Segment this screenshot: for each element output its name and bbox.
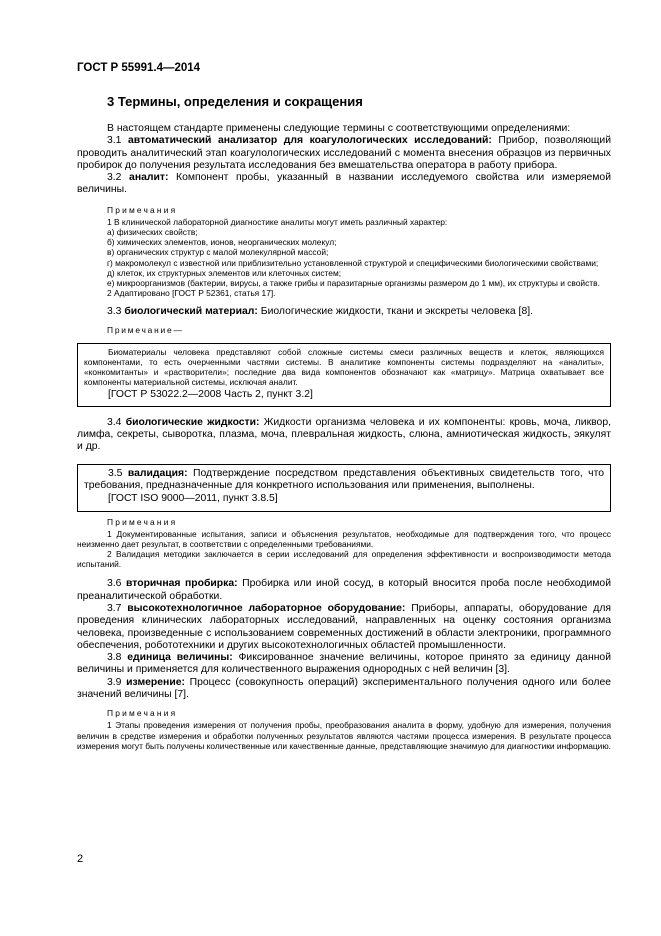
page-number: 2: [77, 853, 84, 865]
term-3-2: [77, 172, 611, 197]
term-number: 3.2: [107, 172, 122, 184]
note-item: 2 Адаптировано [ГОСТ Р 52361, статья 17].: [107, 288, 276, 299]
notes-heading: Примечания: [107, 204, 178, 215]
boxed-note: [77, 343, 611, 407]
note-item: 1 Этапы проведения измерения от получения пробы, преобразования аналита в форму, удобную для измерения, получения величин в средстве измерения и обработки полученных результатов являются частями процесса измерения. В результате процесса измерения могут быть получены количественные или качественные данные, представляющие значимую для диагностики информацию.: [77, 720, 611, 751]
term-3-9: [77, 677, 611, 702]
term-3-7: [77, 603, 611, 652]
term-definition: Фиксированное значение величины, которое принято за единицу данной величины и применяется для количественного выражения однородных с ней величин [3].: [77, 652, 612, 676]
note-item: 1 Документированные испытания, записи и объяснения результатов, необходимые для подтверждения того, что процесс неизменно дает результат, в соответствии с определенными требованиями.: [77, 528, 611, 549]
note-item: 2 Валидация методики заключается в серии исследований для определения эффективности и воспроизводимости метода испытаний.: [77, 549, 611, 570]
term-name: автоматический анализатор для коагулологических исследований:: [128, 135, 492, 147]
notes-heading: Примечания: [107, 516, 178, 527]
term-number: 3.5: [108, 467, 123, 479]
term-name: валидация:: [127, 467, 188, 479]
term-definition: Процесс (совокупность операций) экспериментального получения одного или более значений величины [7].: [77, 676, 612, 701]
term-definition: Жидкости организма человека и их компоненты: кровь, моча, ликвор, лимфа, секреты, сыворотка, плазма, моча, плевральная жидкость, слюна, амниотическая жидкость, эякулят и др.: [77, 416, 612, 453]
term-number: 3.3: [107, 306, 122, 318]
note-item: е) микроорганизмов (бактерии, вирусы, а также грибы и паразитарные организмы размером до 1 мм), их структуры и свойств.: [107, 278, 600, 288]
boxed-term-3-5: [77, 464, 611, 512]
term-definition: Пробирка или иной сосуд, в который вносится проба после необходимой преаналитической обработки.: [77, 578, 612, 602]
term-3-6: [77, 578, 611, 603]
term-3-4: [77, 417, 611, 454]
term-number: 3.9: [107, 676, 122, 688]
term-number: 3.7: [107, 603, 122, 614]
section-title: 3 Термины, определения и сокращения: [107, 94, 363, 109]
note-item: б) химических элементов, ионов, неорганических молекул;: [107, 237, 337, 248]
term-reference: [ГОСТ ISO 9000—2011, пункт 3.8.5]: [108, 493, 278, 505]
note-heading: Примечание—: [107, 324, 184, 335]
intro-paragraph: В настоящем стандарте применены следующие термины с соответствующими определениями:: [107, 123, 571, 134]
term-name: аналит:: [129, 172, 169, 184]
term-number: 3.8: [107, 652, 122, 664]
note-item: д) клеток, их структурных элементов или клеточных систем;: [107, 267, 342, 278]
term-3-1: [77, 135, 611, 172]
term-name: измерение:: [126, 676, 185, 688]
term-name: вторичная пробирка:: [126, 578, 238, 590]
term-number: 3.6: [107, 578, 122, 590]
term-3-5: [84, 468, 604, 493]
term-name: высокотехнологичное лабораторное оборудование:: [127, 603, 406, 614]
boxed-note-text: Биоматериалы человека представляют собой сложные системы смеси различных веществ и клеток, являющихся компонентами, то есть очерченными частями системы. В аналитике компоненты системы подразделяют на «аналиты», «конкомитанты» и «растворители»; последние два вида компонентов обозначают как «матрицу». Матрица охватывает все компоненты материальной системы, исключая аналит.: [84, 346, 604, 388]
term-3-8: [77, 652, 611, 677]
standard-designation: ГОСТ Р 55991.4—2014: [77, 62, 201, 74]
term-name: биологический материал:: [124, 306, 258, 318]
term-name: биологические жидкости:: [125, 416, 260, 428]
term-3-3: [77, 306, 611, 318]
term-name: единица величины:: [127, 652, 233, 664]
boxed-note-reference: [ГОСТ Р 53022.2—2008 Часть 2, пункт 3.2]: [108, 388, 313, 400]
note-item: а) физических свойств;: [107, 226, 198, 237]
notes-heading: Примечания: [107, 708, 178, 719]
note-item: г) макромолекул с известной или приблизительно установленной структурой и специфическими биологическими свойствами;: [107, 257, 599, 268]
term-definition: Прибор, позволяющий проводить аналитический этап коагулологических исследований с момента внесения образцов из первичных пробирок до получения результата исследования без вмешательства оператора в работу прибора.: [77, 135, 612, 171]
term-number: 3.4: [107, 416, 122, 428]
note-item: 1 В клинической лабораторной диагностике аналиты могут иметь различный характер:: [107, 216, 448, 227]
term-definition: Приборы, аппараты, оборудование для проведения клинических лабораторных исследований, направленных на оценку состояния организма человека, произведенные с использованием современных достижений в области электроники, программного обеспечения, робототехники и других высокотехнологичных областей промышленности.: [77, 603, 612, 651]
term-definition: Подтверждение посредством представления объективных свидетельств того, что требования, предназначенные для конкретного использования или применения, выполнены.: [84, 467, 605, 491]
note-item: в) органических структур с малой молекулярной массой;: [107, 247, 329, 258]
term-definition: Биологические жидкости, ткани и экскреты человека [8].: [260, 306, 534, 318]
term-number: 3.1: [107, 135, 122, 147]
term-definition: Компонент пробы, указанный в названии исследуемого свойства или измеряемой величины.: [77, 172, 611, 196]
